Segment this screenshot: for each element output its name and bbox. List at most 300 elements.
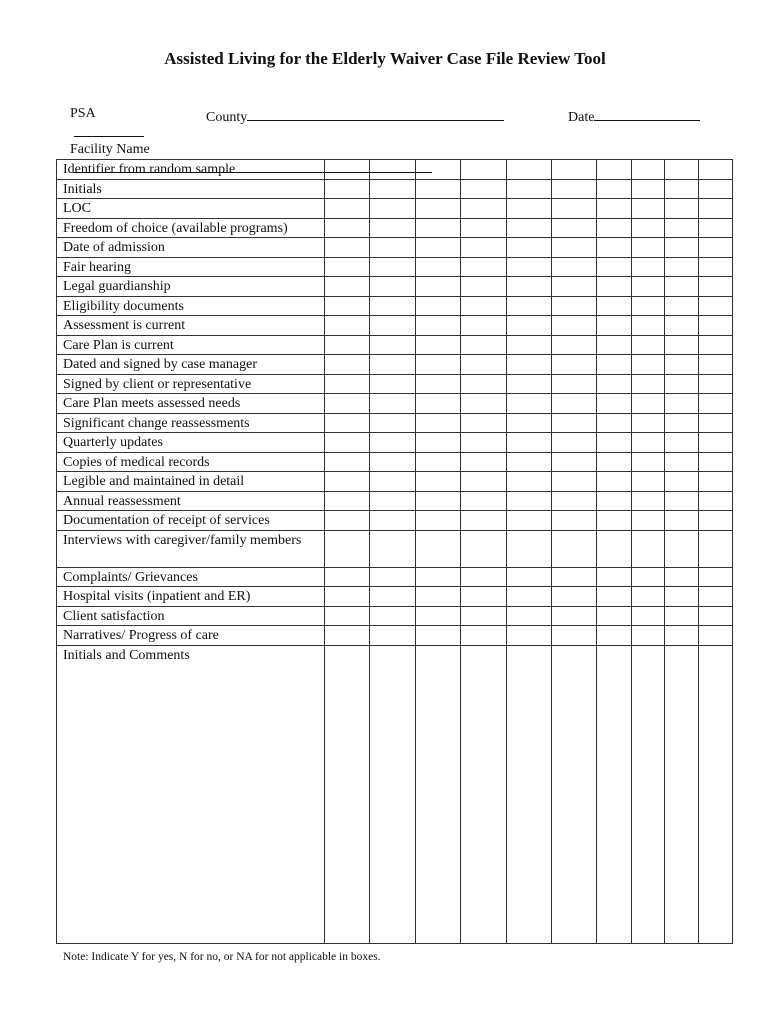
entry-cell[interactable] <box>507 374 552 394</box>
entry-cell[interactable] <box>665 645 699 943</box>
entry-cell[interactable] <box>665 413 699 433</box>
entry-cell[interactable] <box>325 433 370 453</box>
table-row <box>57 530 733 567</box>
entry-cell[interactable] <box>325 394 370 414</box>
county-label: County <box>206 110 248 125</box>
entry-cell[interactable] <box>665 335 699 355</box>
entry-cell[interactable] <box>507 394 552 414</box>
entry-cell[interactable] <box>325 374 370 394</box>
entry-cell[interactable] <box>665 179 699 199</box>
entry-cell[interactable] <box>325 355 370 375</box>
table-row <box>57 199 733 219</box>
county-field[interactable] <box>199 90 504 126</box>
entry-cell[interactable] <box>632 394 665 414</box>
entry-cell[interactable] <box>665 626 699 646</box>
entry-cell[interactable] <box>632 452 665 472</box>
entry-cell[interactable] <box>416 511 461 531</box>
entry-cell[interactable] <box>665 587 699 607</box>
entry-cell[interactable] <box>597 199 632 219</box>
entry-cell[interactable] <box>552 626 597 646</box>
entry-cell[interactable] <box>416 394 461 414</box>
entry-cell[interactable] <box>699 296 733 316</box>
entry-cell[interactable] <box>416 413 461 433</box>
entry-cell[interactable] <box>325 587 370 607</box>
entry-cell[interactable] <box>507 567 552 587</box>
entry-cell[interactable] <box>597 413 632 433</box>
entry-cell[interactable] <box>699 179 733 199</box>
row-label: Initials and Comments <box>57 645 325 943</box>
entry-cell[interactable] <box>325 296 370 316</box>
entry-cell[interactable] <box>461 587 507 607</box>
entry-cell[interactable] <box>632 257 665 277</box>
entry-cell[interactable] <box>325 645 370 943</box>
entry-cell[interactable] <box>416 606 461 626</box>
entry-cell[interactable] <box>552 316 597 336</box>
entry-cell[interactable] <box>597 587 632 607</box>
entry-cell[interactable] <box>552 179 597 199</box>
entry-cell[interactable] <box>597 238 632 258</box>
entry-cell[interactable] <box>325 567 370 587</box>
entry-cell[interactable] <box>665 452 699 472</box>
entry-cell[interactable] <box>325 335 370 355</box>
entry-cell[interactable] <box>461 238 507 258</box>
entry-cell[interactable] <box>665 433 699 453</box>
table-row <box>57 160 733 180</box>
entry-cell[interactable] <box>597 218 632 238</box>
entry-cell[interactable] <box>370 567 416 587</box>
entry-cell[interactable] <box>461 606 507 626</box>
entry-cell[interactable] <box>632 587 665 607</box>
entry-cell[interactable] <box>370 355 416 375</box>
entry-cell[interactable] <box>416 277 461 297</box>
entry-cell[interactable] <box>665 316 699 336</box>
entry-cell[interactable] <box>325 199 370 219</box>
entry-cell[interactable] <box>665 491 699 511</box>
entry-cell[interactable] <box>597 626 632 646</box>
entry-cell[interactable] <box>325 238 370 258</box>
entry-cell[interactable] <box>325 218 370 238</box>
entry-cell[interactable] <box>416 316 461 336</box>
entry-cell[interactable] <box>597 452 632 472</box>
entry-cell[interactable] <box>597 277 632 297</box>
table-row <box>57 179 733 199</box>
entry-cell[interactable] <box>370 530 416 567</box>
row-label: Care Plan is current <box>57 335 325 355</box>
row-label: Complaints/ Grievances <box>57 567 325 587</box>
entry-cell[interactable] <box>699 257 733 277</box>
entry-cell[interactable] <box>507 355 552 375</box>
entry-cell[interactable] <box>665 218 699 238</box>
entry-cell[interactable] <box>632 218 665 238</box>
row-label: Dated and signed by case manager <box>57 355 325 375</box>
entry-cell[interactable] <box>370 335 416 355</box>
entry-cell[interactable] <box>416 355 461 375</box>
entry-cell[interactable] <box>632 160 665 180</box>
entry-cell[interactable] <box>632 179 665 199</box>
table-row <box>57 277 733 297</box>
entry-cell[interactable] <box>461 567 507 587</box>
entry-cell[interactable] <box>461 491 507 511</box>
entry-cell[interactable] <box>325 277 370 297</box>
entry-cell[interactable] <box>416 452 461 472</box>
row-label: Copies of medical records <box>57 452 325 472</box>
entry-cell[interactable] <box>699 394 733 414</box>
entry-cell[interactable] <box>699 277 733 297</box>
entry-cell[interactable] <box>325 179 370 199</box>
instructions-note: Note: Indicate Y for yes, N for no, or NA for not applicable in boxes. <box>63 951 381 963</box>
entry-cell[interactable] <box>325 316 370 336</box>
entry-cell[interactable] <box>597 257 632 277</box>
entry-cell[interactable] <box>370 316 416 336</box>
entry-cell[interactable] <box>699 530 733 567</box>
entry-cell[interactable] <box>370 452 416 472</box>
entry-cell[interactable] <box>597 374 632 394</box>
table-row <box>57 511 733 531</box>
entry-cell[interactable] <box>507 218 552 238</box>
row-label: Documentation of receipt of services <box>57 511 325 531</box>
entry-cell[interactable] <box>699 413 733 433</box>
entry-cell[interactable] <box>507 491 552 511</box>
entry-cell[interactable] <box>552 433 597 453</box>
entry-cell[interactable] <box>552 296 597 316</box>
entry-cell[interactable] <box>665 530 699 567</box>
entry-cell[interactable] <box>665 511 699 531</box>
entry-cell[interactable] <box>461 433 507 453</box>
entry-cell[interactable] <box>416 160 461 180</box>
row-label: Care Plan meets assessed needs <box>57 394 325 414</box>
entry-cell[interactable] <box>597 179 632 199</box>
entry-cell[interactable] <box>552 491 597 511</box>
entry-cell[interactable] <box>597 491 632 511</box>
entry-cell[interactable] <box>552 257 597 277</box>
entry-cell[interactable] <box>699 587 733 607</box>
entry-cell[interactable] <box>699 199 733 219</box>
row-label: Annual reassessment <box>57 491 325 511</box>
entry-cell[interactable] <box>632 530 665 567</box>
entry-cell[interactable] <box>507 530 552 567</box>
entry-cell[interactable] <box>507 160 552 180</box>
entry-cell[interactable] <box>325 472 370 492</box>
entry-cell[interactable] <box>552 413 597 433</box>
entry-cell[interactable] <box>552 452 597 472</box>
entry-cell[interactable] <box>699 645 733 943</box>
entry-cell[interactable] <box>325 530 370 567</box>
entry-cell[interactable] <box>632 511 665 531</box>
entry-cell[interactable] <box>597 296 632 316</box>
entry-cell[interactable] <box>507 511 552 531</box>
entry-cell[interactable] <box>699 626 733 646</box>
entry-cell[interactable] <box>325 257 370 277</box>
entry-cell[interactable] <box>632 433 665 453</box>
entry-cell[interactable] <box>461 626 507 646</box>
entry-cell[interactable] <box>507 199 552 219</box>
table-row <box>57 374 733 394</box>
entry-cell[interactable] <box>370 257 416 277</box>
entry-cell[interactable] <box>507 277 552 297</box>
entry-cell[interactable] <box>370 218 416 238</box>
entry-cell[interactable] <box>552 218 597 238</box>
entry-cell[interactable] <box>507 316 552 336</box>
entry-cell[interactable] <box>370 296 416 316</box>
entry-cell[interactable] <box>552 511 597 531</box>
entry-cell[interactable] <box>507 433 552 453</box>
entry-cell[interactable] <box>461 394 507 414</box>
entry-cell[interactable] <box>552 394 597 414</box>
entry-cell[interactable] <box>416 296 461 316</box>
entry-cell[interactable] <box>416 335 461 355</box>
entry-cell[interactable] <box>699 606 733 626</box>
row-label: Initials <box>57 179 325 199</box>
entry-cell[interactable] <box>597 567 632 587</box>
entry-cell[interactable] <box>552 472 597 492</box>
entry-cell[interactable] <box>665 257 699 277</box>
entry-cell[interactable] <box>632 238 665 258</box>
entry-cell[interactable] <box>370 587 416 607</box>
entry-cell[interactable] <box>507 472 552 492</box>
entry-cell[interactable] <box>461 645 507 943</box>
entry-cell[interactable] <box>416 199 461 219</box>
entry-cell[interactable] <box>461 335 507 355</box>
entry-cell[interactable] <box>552 335 597 355</box>
table-row <box>57 472 733 492</box>
entry-cell[interactable] <box>461 257 507 277</box>
entry-cell[interactable] <box>416 626 461 646</box>
entry-cell[interactable] <box>699 452 733 472</box>
row-label: Date of admission <box>57 238 325 258</box>
entry-cell[interactable] <box>325 452 370 472</box>
entry-cell[interactable] <box>416 587 461 607</box>
table-row <box>57 394 733 414</box>
entry-cell[interactable] <box>507 452 552 472</box>
entry-cell[interactable] <box>665 374 699 394</box>
entry-cell[interactable] <box>665 606 699 626</box>
entry-cell[interactable] <box>552 277 597 297</box>
entry-cell[interactable] <box>597 472 632 492</box>
entry-cell[interactable] <box>665 199 699 219</box>
row-label: Identifier from random sample <box>57 160 325 180</box>
entry-cell[interactable] <box>461 413 507 433</box>
entry-cell[interactable] <box>665 472 699 492</box>
entry-cell[interactable] <box>461 530 507 567</box>
entry-cell[interactable] <box>416 433 461 453</box>
entry-cell[interactable] <box>461 179 507 199</box>
table-row <box>57 218 733 238</box>
entry-cell[interactable] <box>461 218 507 238</box>
entry-cell[interactable] <box>597 606 632 626</box>
entry-cell[interactable] <box>699 316 733 336</box>
table-row <box>57 335 733 355</box>
entry-cell[interactable] <box>370 374 416 394</box>
table-row <box>57 645 733 943</box>
entry-cell[interactable] <box>632 316 665 336</box>
entry-cell[interactable] <box>507 335 552 355</box>
entry-cell[interactable] <box>552 374 597 394</box>
entry-cell[interactable] <box>507 626 552 646</box>
entry-cell[interactable] <box>325 511 370 531</box>
entry-cell[interactable] <box>552 567 597 587</box>
entry-cell[interactable] <box>552 530 597 567</box>
entry-cell[interactable] <box>597 645 632 943</box>
entry-cell[interactable] <box>597 511 632 531</box>
entry-cell[interactable] <box>461 296 507 316</box>
table-row <box>57 296 733 316</box>
entry-cell[interactable] <box>370 472 416 492</box>
entry-cell[interactable] <box>699 238 733 258</box>
entry-cell[interactable] <box>507 257 552 277</box>
entry-cell[interactable] <box>507 179 552 199</box>
entry-cell[interactable] <box>325 491 370 511</box>
entry-cell[interactable] <box>370 626 416 646</box>
entry-cell[interactable] <box>699 511 733 531</box>
entry-cell[interactable] <box>370 606 416 626</box>
entry-cell[interactable] <box>552 587 597 607</box>
entry-cell[interactable] <box>665 394 699 414</box>
review-table <box>56 159 733 944</box>
entry-cell[interactable] <box>370 179 416 199</box>
entry-cell[interactable] <box>597 530 632 567</box>
entry-cell[interactable] <box>507 587 552 607</box>
row-label: Freedom of choice (available programs) <box>57 218 325 238</box>
entry-cell[interactable] <box>632 645 665 943</box>
entry-cell[interactable] <box>370 199 416 219</box>
entry-cell[interactable] <box>699 374 733 394</box>
entry-cell[interactable] <box>632 277 665 297</box>
entry-cell[interactable] <box>370 160 416 180</box>
entry-cell[interactable] <box>665 567 699 587</box>
entry-cell[interactable] <box>461 374 507 394</box>
entry-cell[interactable] <box>416 374 461 394</box>
entry-cell[interactable] <box>552 238 597 258</box>
entry-cell[interactable] <box>416 238 461 258</box>
entry-cell[interactable] <box>552 606 597 626</box>
entry-cell[interactable] <box>370 491 416 511</box>
entry-cell[interactable] <box>507 413 552 433</box>
row-label: Significant change reassessments <box>57 413 325 433</box>
entry-cell[interactable] <box>416 179 461 199</box>
entry-cell[interactable] <box>370 238 416 258</box>
review-body <box>57 160 733 944</box>
entry-cell[interactable] <box>461 199 507 219</box>
entry-cell[interactable] <box>370 511 416 531</box>
entry-cell[interactable] <box>461 452 507 472</box>
entry-cell[interactable] <box>632 355 665 375</box>
entry-cell[interactable] <box>632 335 665 355</box>
entry-cell[interactable] <box>699 433 733 453</box>
table-row <box>57 606 733 626</box>
date-blank[interactable] <box>594 106 700 121</box>
county-blank[interactable] <box>247 106 504 121</box>
row-label: LOC <box>57 199 325 219</box>
row-label: Fair hearing <box>57 257 325 277</box>
entry-cell[interactable] <box>597 355 632 375</box>
row-label: Legible and maintained in detail <box>57 472 325 492</box>
entry-cell[interactable] <box>461 316 507 336</box>
entry-cell[interactable] <box>416 567 461 587</box>
entry-cell[interactable] <box>632 626 665 646</box>
row-label: Interviews with caregiver/family members <box>57 530 325 567</box>
entry-cell[interactable] <box>370 433 416 453</box>
entry-cell[interactable] <box>699 335 733 355</box>
entry-cell[interactable] <box>507 296 552 316</box>
table-row <box>57 587 733 607</box>
entry-cell[interactable] <box>325 606 370 626</box>
entry-cell[interactable] <box>632 606 665 626</box>
entry-cell[interactable] <box>416 218 461 238</box>
entry-cell[interactable] <box>461 355 507 375</box>
form-title: Assisted Living for the Elderly Waiver Case File Review Tool <box>164 49 606 68</box>
entry-cell[interactable] <box>325 626 370 646</box>
row-label: Narratives/ Progress of care <box>57 626 325 646</box>
entry-cell[interactable] <box>665 160 699 180</box>
date-field[interactable] <box>561 90 700 126</box>
entry-cell[interactable] <box>632 472 665 492</box>
entry-cell[interactable] <box>552 355 597 375</box>
entry-cell[interactable] <box>632 491 665 511</box>
entry-cell[interactable] <box>632 199 665 219</box>
entry-cell[interactable] <box>370 413 416 433</box>
entry-cell[interactable] <box>416 472 461 492</box>
entry-cell[interactable] <box>552 645 597 943</box>
entry-cell[interactable] <box>461 160 507 180</box>
entry-cell[interactable] <box>632 374 665 394</box>
entry-cell[interactable] <box>552 160 597 180</box>
entry-cell[interactable] <box>461 472 507 492</box>
entry-cell[interactable] <box>699 567 733 587</box>
entry-cell[interactable] <box>552 199 597 219</box>
entry-cell[interactable] <box>665 355 699 375</box>
entry-cell[interactable] <box>699 160 733 180</box>
entry-cell[interactable] <box>632 567 665 587</box>
row-label: Client satisfaction <box>57 606 325 626</box>
entry-cell[interactable] <box>597 316 632 336</box>
entry-cell[interactable] <box>597 394 632 414</box>
entry-cell[interactable] <box>507 238 552 258</box>
entry-cell[interactable] <box>597 433 632 453</box>
entry-cell[interactable] <box>507 645 552 943</box>
table-row <box>57 316 733 336</box>
table-row <box>57 355 733 375</box>
entry-cell[interactable] <box>665 277 699 297</box>
entry-cell[interactable] <box>325 413 370 433</box>
table-row <box>57 567 733 587</box>
entry-cell[interactable] <box>461 511 507 531</box>
table-row <box>57 238 733 258</box>
entry-cell[interactable] <box>699 355 733 375</box>
entry-cell[interactable] <box>461 277 507 297</box>
entry-cell[interactable] <box>632 296 665 316</box>
entry-cell[interactable] <box>699 491 733 511</box>
entry-cell[interactable] <box>416 491 461 511</box>
table-row <box>57 452 733 472</box>
entry-cell[interactable] <box>597 335 632 355</box>
entry-cell[interactable] <box>370 394 416 414</box>
entry-cell[interactable] <box>325 160 370 180</box>
entry-cell[interactable] <box>370 277 416 297</box>
entry-cell[interactable] <box>699 218 733 238</box>
entry-cell[interactable] <box>665 296 699 316</box>
entry-cell[interactable] <box>416 257 461 277</box>
entry-cell[interactable] <box>507 606 552 626</box>
entry-cell[interactable] <box>416 645 461 943</box>
entry-cell[interactable] <box>699 472 733 492</box>
psa-label: PSA <box>70 106 96 121</box>
entry-cell[interactable] <box>597 160 632 180</box>
entry-cell[interactable] <box>665 238 699 258</box>
entry-cell[interactable] <box>632 413 665 433</box>
entry-cell[interactable] <box>370 645 416 943</box>
entry-cell[interactable] <box>416 530 461 567</box>
row-label: Hospital visits (inpatient and ER) <box>57 587 325 607</box>
